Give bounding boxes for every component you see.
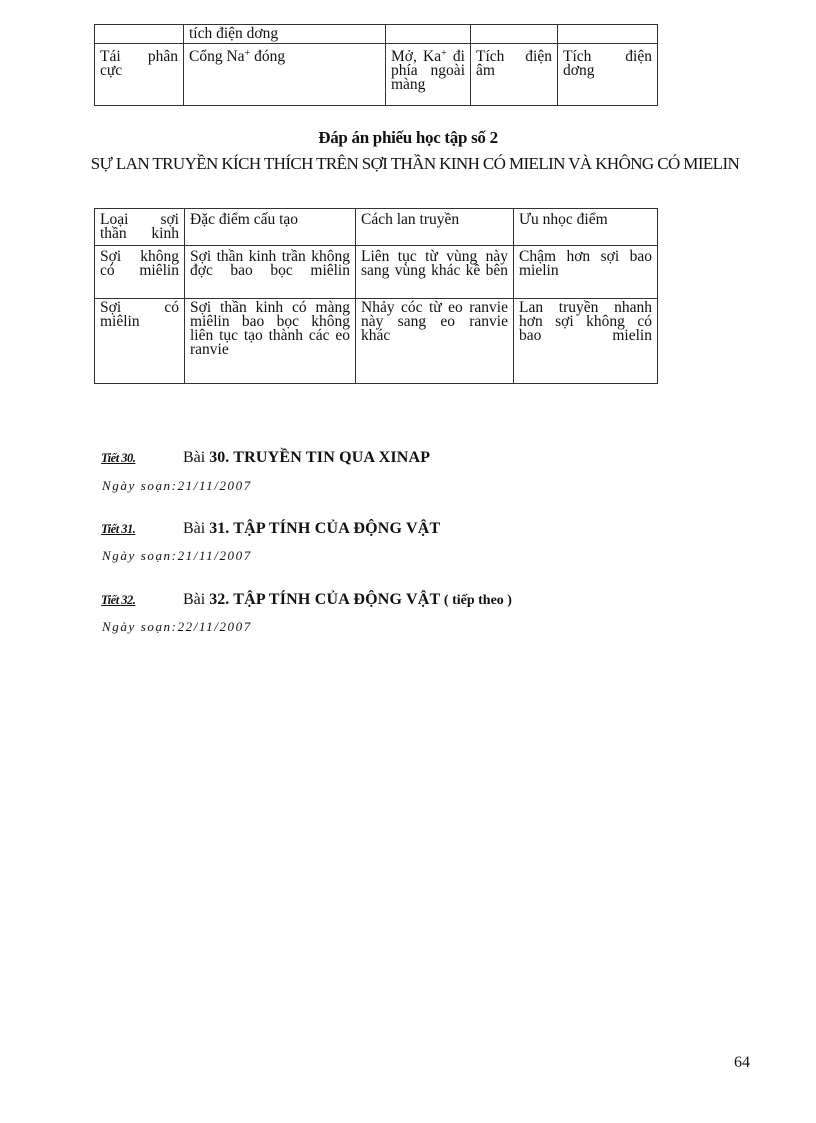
table-cell (558, 25, 658, 44)
table-cell: Sợi thần kinh có màng miêlin bao bọc không liên tục tạo thành các eo ranvie (185, 299, 356, 384)
table-header-cell: Cách lan truyền (356, 209, 514, 246)
lesson-number: 30. (209, 449, 230, 466)
table-cell (386, 44, 471, 106)
cell-text: đóng (250, 48, 286, 65)
table-cell (184, 44, 386, 106)
period-label: Tiết 31. (101, 522, 136, 536)
table-cell (386, 25, 471, 44)
superscript: + (244, 48, 251, 59)
table-row (95, 25, 658, 44)
answer-sheet-title: Đáp án phiếu học tập số 2 (318, 128, 498, 147)
lesson-label: Bài (183, 591, 210, 608)
lesson-title: TẬP TÍNH CỦA ĐỘNG VẬT (233, 591, 441, 608)
table-cell: Sợi có miêlin (95, 299, 185, 384)
table-cell: Lan truyền nhanh hơn sợi không có bao mielin (514, 299, 658, 384)
period-label: Tiết 30. (101, 451, 136, 465)
table-cell (471, 25, 558, 44)
table-cell: Nhảy cóc từ eo ranvie này sang eo ranvie khác (356, 299, 514, 384)
prep-date: Ngày soạn:22/11/2007 (102, 619, 252, 634)
lesson-title-suffix: ( tiếp theo ) (440, 593, 512, 608)
table-row (95, 246, 658, 299)
table-row (95, 299, 658, 384)
table-header-cell: Đặc điểm cấu tạo (185, 209, 356, 246)
lesson-heading-32 (101, 591, 512, 609)
table-cell: Liên tục từ vùng này sang vùng khác kề bên (356, 246, 514, 299)
myelin-comparison-table (94, 208, 658, 384)
table-header-cell: Loại sợi thần kinh (95, 209, 185, 246)
table-cell: Tái phân cực (95, 44, 184, 106)
prep-date: Ngày soạn:21/11/2007 (102, 478, 252, 493)
lesson-label: Bài (183, 520, 210, 537)
table-cell: Sợi không có miêlin (95, 246, 185, 299)
cell-text: đi phía ngoài màng (391, 48, 465, 93)
lesson-title: TRUYỀN TIN QUA XINAP (233, 449, 431, 466)
lesson-title: TẬP TÍNH CỦA ĐỘNG VẬT (233, 520, 441, 537)
table-cell: Tích điện dơng (558, 44, 658, 106)
page-number: 64 (734, 1054, 750, 1071)
cell-text: Cổng Na (189, 48, 245, 65)
table-cell: Sợi thần kinh trần không đợc bao bọc miêlin (185, 246, 356, 299)
lesson-number: 31. (209, 520, 230, 537)
lesson-label: Bài (183, 449, 210, 466)
table-cell: Tích điện âm (471, 44, 558, 106)
cell-text: Mở, Ka (391, 48, 442, 65)
action-potential-table-continuation (94, 24, 658, 106)
table-header-row (95, 209, 658, 246)
table-row (95, 44, 658, 106)
superscript: + (441, 48, 447, 59)
lesson-number: 32. (209, 591, 230, 608)
table-header-cell: Ưu nhọc điểm (514, 209, 658, 246)
section-title: SỰ LAN TRUYỀN KÍCH THÍCH TRÊN SỢI THẦN KINH CÓ MIELIN VÀ KHÔNG CÓ MIELIN (90, 154, 740, 173)
period-label: Tiết 32. (101, 593, 136, 607)
table-cell: Chậm hơn sợi bao mielin (514, 246, 658, 299)
table-cell (95, 25, 184, 44)
table-cell: tích điện dơng (184, 25, 386, 44)
prep-date: Ngày soạn:21/11/2007 (102, 548, 252, 563)
lesson-heading-31 (101, 520, 440, 538)
lesson-heading-30 (101, 449, 430, 467)
